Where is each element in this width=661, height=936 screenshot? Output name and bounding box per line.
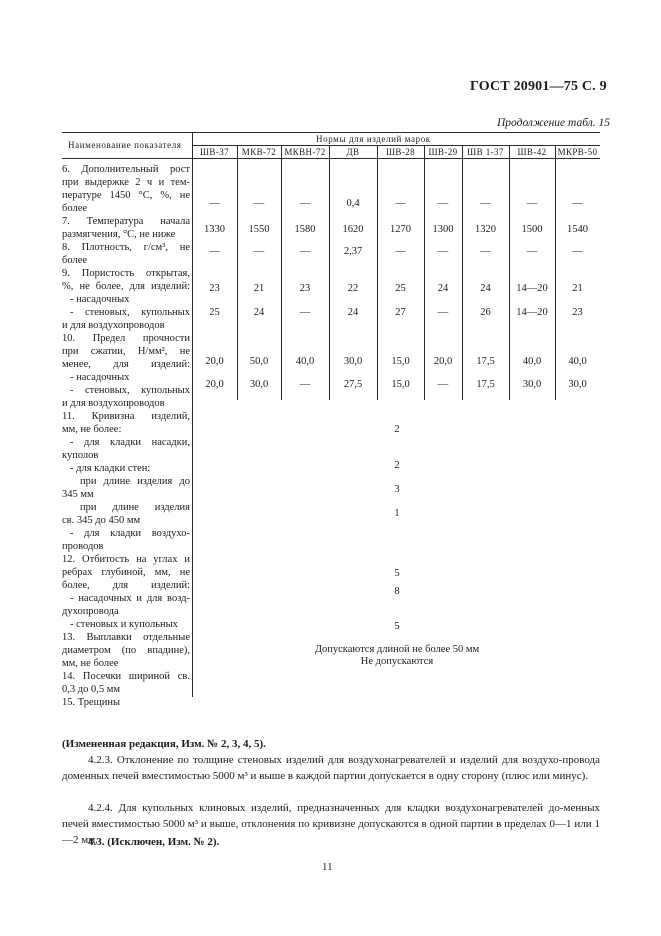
table-cell: 2,37 [343,246,363,257]
row-label: - для кладки насадки, [70,437,190,448]
row-label: - для кладки стен: [70,463,151,474]
table-cell: — [572,198,583,209]
table-cell: 1300 [432,224,454,235]
grade-header: ШВ-29 [428,147,458,157]
row-label: 10. Предел прочности [62,333,190,344]
page-header: ГОСТ 20901—75 С. 9 [470,79,607,94]
row-label: ребрах глубиной, мм, не [62,567,190,578]
table-cell: — [437,307,449,318]
table-cell: 27 [395,307,406,318]
row-label: 14. Посечки шириной св. [62,671,190,682]
merged-table-cell: 3 [394,484,400,495]
row-label: мм, не более: [62,424,122,435]
grade-header: ШВ-42 [517,147,547,157]
grade-header: ШВ-37 [199,147,230,157]
paragraph-amendment: (Измененная редакция, Изм. № 2, 3, 4, 5). [62,738,266,750]
table-cell: 40,0 [295,356,315,367]
table-continuation-note: Продолжение табл. 15 [497,117,610,129]
table-cell: — [299,198,311,209]
table-cell: — [480,246,491,257]
table-cell: 22 [347,283,359,294]
merged-table-cell: 2 [394,424,400,435]
table-cell: 24 [347,307,359,318]
table-cell: 21 [253,283,265,294]
table-cell: 30,0 [343,356,363,367]
table-cell: 20,0 [205,356,224,367]
table-cell: — [437,246,449,257]
row-label: 11. Кривизна изделий, [62,411,190,422]
merged-table-cell: 1 [394,508,400,519]
table-cell: 1580 [294,224,316,235]
grade-column-rule [281,145,282,400]
row-label: - стеновых, купольных [70,307,190,318]
merged-table-cell: 2 [394,460,400,471]
table-cell: 50,0 [249,356,269,367]
table-cell: 15,0 [391,356,410,367]
table-cell: — [572,246,583,257]
grade-header: МКВ-72 [241,147,277,157]
table-cell: 1550 [248,224,270,235]
row-label: пературе 1450 °С, %, не [62,190,190,201]
table-cell: 30,0 [249,379,269,390]
grade-header: ШВ-28 [385,147,416,157]
table-cell: 24 [253,307,265,318]
grade-header: МКВН-72 [284,147,326,157]
row-label: духопровода [62,606,119,617]
row-label: - стеновых и купольных [70,619,178,630]
row-label: мм, не более [62,658,119,669]
row-label: - насадочных [70,372,130,383]
table-cell: 1320 [475,224,496,235]
row-label: и для воздухопроводов [62,398,165,409]
row-label: 6. Дополнительный рост [62,164,190,175]
table-top-rule [62,132,600,133]
table-cell: — [209,198,220,209]
table-cell: 27,5 [343,379,363,390]
table-cell: — [253,246,265,257]
table-cell: 23 [209,283,220,294]
table-cell: 21 [572,283,583,294]
row-label: при выдержке 2 ч и тем- [62,177,190,188]
column-header-name: Наименование показателя [68,140,182,150]
table-cell: 17,5 [476,379,495,390]
row-label: 345 мм [62,489,94,500]
merged-table-cell: 5 [394,621,400,632]
row-label: более [62,255,88,266]
table-cell: 1330 [204,224,225,235]
row-label: более, для изделий: [62,580,190,591]
paragraph-4-3: 4.3. (Исключен, Изм. № 2). [88,836,220,848]
page-number: 11 [322,861,333,873]
table-cell: 23 [299,283,311,294]
row-label: более [62,203,88,214]
table-cell: 14—20 [516,283,548,294]
table-cell: 1270 [390,224,411,235]
row-label: 0,3 до 0,5 мм [62,684,121,695]
column-header-norms: Нормы для изделий марок [316,134,431,144]
grade-header: ШВ 1-37 [467,147,504,157]
table-cell: — [299,246,311,257]
table-cell: 20,0 [205,379,224,390]
table-cell: — [437,198,449,209]
row-label: менее, для изделий: [62,359,190,370]
row-label: - насадочных и для возд- [70,593,190,604]
table-cell: 24 [480,283,491,294]
grade-header: МКРВ-50 [557,147,598,157]
table-cell: 0,4 [346,198,360,209]
row-label: 8. Плотность, г/см³, не [62,242,190,253]
table-cell: — [299,379,311,390]
row-label: куполов [62,450,99,461]
table-cell: 1540 [567,224,588,235]
row-label: при длине изделия [80,502,190,513]
row-label: размягчения, °С, не ниже [62,229,176,240]
row-label: при сжатии, Н/мм², не [62,346,190,357]
merged-table-cell: Допускаются длиной не более 50 мм [314,644,480,655]
row-label: и для воздухопроводов [62,320,165,331]
table-cell: — [395,198,406,209]
table-cell: — [253,198,265,209]
table-cell: 25 [395,283,406,294]
merged-table-cell: Не допускаются [360,656,434,667]
table-cell: 24 [437,283,449,294]
row-label: %, не более, для изделий: [62,281,190,292]
table-cell: 26 [480,307,491,318]
row-label: 7. Температура начала [62,216,190,227]
table-cell: — [480,198,491,209]
row-label: диаметром (по впадине), [62,645,190,656]
table-cell: 23 [572,307,583,318]
paragraph-4-2-4: 4.2.4. Для купольных клиновых изделий, предназначенных для кладки воздухонагревателей до-менных печей вместимостью 5000 м³ и выше, отклонения по кривизне допускаются в одной партии в пределах 0—1 или 1—2 мм. [62,802,600,846]
row-label: при длине изделия до [80,476,190,487]
table-cell: 30,0 [568,379,587,390]
row-label: 9. Пористость открытая, [62,268,190,279]
row-label: проводов [62,541,104,552]
table-cell: — [299,307,311,318]
table-cell: — [437,379,449,390]
row-label: - насадочных [70,294,130,305]
table-cell: 20,0 [433,356,453,367]
row-label: 13. Выплавки отдельные [62,632,190,643]
grade-column-rule [329,145,330,400]
paragraph-4-2-3: 4.2.3. Отклонение по толщине стеновых изделий для воздухонагревателей и изделий для воздухо-провода доменных печей вместимостью 5000 м³ и выше в каждой партии допускается в одну сторону (плюс или минус). [62,754,600,782]
table-cell: 15,0 [391,379,410,390]
row-label: - для кладки воздухо- [70,528,190,539]
grade-header: ДВ [346,147,360,157]
grade-header-rule [192,145,600,146]
table-cell: — [209,246,220,257]
row-label: 15. Трещины [62,697,121,708]
row-label: 12. Отбитость на углах и [62,554,190,565]
table-cell: 40,0 [568,356,587,367]
table-cell: 1620 [342,224,364,235]
table-cell: — [526,198,538,209]
merged-table-cell: 5 [394,568,400,579]
table-cell: — [395,246,406,257]
table-cell: 30,0 [522,379,542,390]
table-cell: 40,0 [522,356,542,367]
merged-table-cell: 8 [394,586,400,597]
table-cell: 25 [209,307,220,318]
table-cell: 1500 [521,224,543,235]
table-cell: — [526,246,538,257]
table-cell: 14—20 [516,307,548,318]
row-label: св. 345 до 450 мм [62,515,141,526]
name-column-rule [192,132,193,697]
table-header-bottom-rule [62,158,600,159]
row-label: - стеновых, купольных [70,385,190,396]
table-cell: 17,5 [476,356,495,367]
